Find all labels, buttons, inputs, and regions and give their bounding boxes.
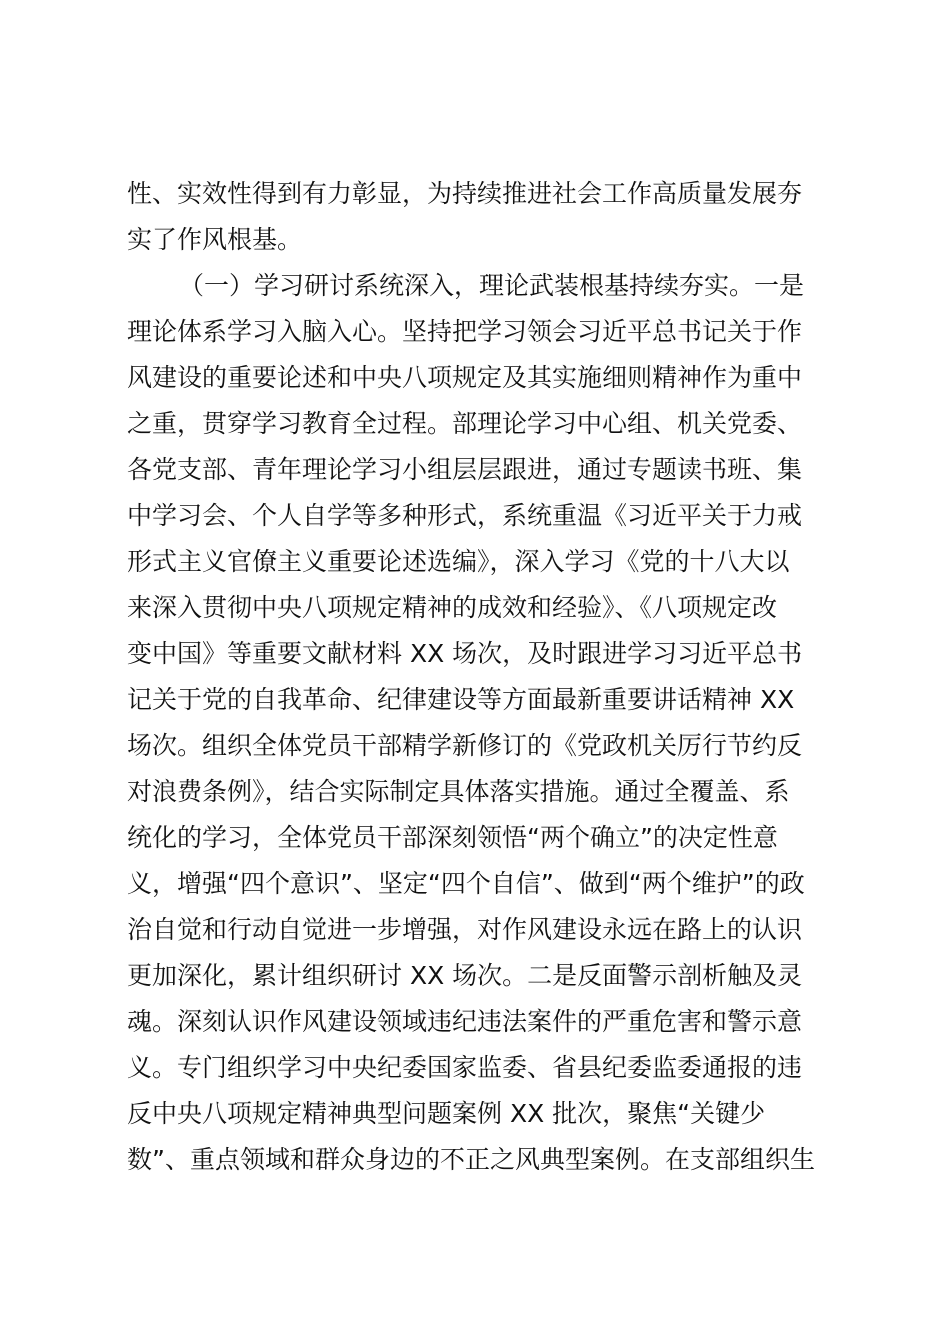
text-line: 统化的学习，全体党员干部深刻领悟“两个确立”的决定性意 <box>127 823 778 852</box>
text-line: 对浪费条例》，结合实际制定具体落实措施。通过全覆盖、系 <box>127 777 790 806</box>
text-line: 治自觉和行动自觉进一步增强，对作风建设永远在路上的认识 <box>127 915 803 944</box>
text-line: 更加深化，累计组织研讨 XX 场次。二是反面警示剖析触及灵 <box>127 961 803 990</box>
text-line: 性、实效性得到有力彰显，为持续推进社会工作高质量发展夯 <box>127 179 803 208</box>
text-line: 理论体系学习入脑入心。坚持把学习领会习近平总书记关于作 <box>127 317 803 346</box>
text-line: 各党支部、青年理论学习小组层层跟进，通过专题读书班、集 <box>127 455 803 484</box>
text-line: 记关于党的自我革命、纪律建设等方面最新重要讲话精神 XX <box>127 685 795 714</box>
section-heading-line: （一）学习研讨系统深入，理论武装根基持续夯实。一是 <box>179 271 805 300</box>
text-line: 中学习会、个人自学等多种形式，系统重温《习近平关于力戒 <box>127 501 803 530</box>
text-line: 义。专门组织学习中央纪委国家监委、省县纪委监委通报的违 <box>127 1053 803 1082</box>
text-line: 实了作风根基。 <box>127 225 303 254</box>
text-line: 形式主义官僚主义重要论述选编》，深入学习《党的十八大以 <box>127 547 790 576</box>
text-line: 之重，贯穿学习教育全过程。部理论学习中心组、机关党委、 <box>127 409 803 438</box>
text-line: 变中国》等重要文献材料 XX 场次，及时跟进学习习近平总书 <box>127 639 803 668</box>
text-line: 反中央八项规定精神典型问题案例 XX 批次，聚焦“关键少 <box>127 1099 766 1128</box>
text-line: 魂。深刻认识作风建设领域违纪违法案件的严重危害和警示意 <box>127 1007 803 1036</box>
body-text <box>127 171 833 1183</box>
text-line: 风建设的重要论述和中央八项规定及其实施细则精神作为重中 <box>127 363 803 392</box>
text-line: 场次。组织全体党员干部精学新修订的《党政机关厉行节约反 <box>127 731 803 760</box>
text-line: 义，增强“四个意识”、坚定“四个自信”、做到“两个维护”的政 <box>127 869 805 898</box>
text-line: 数”、重点领域和群众身边的不正之风典型案例。在支部组织生 <box>127 1145 815 1174</box>
text-line: 来深入贯彻中央八项规定精神的成效和经验》、《八项规定改 <box>127 593 778 622</box>
